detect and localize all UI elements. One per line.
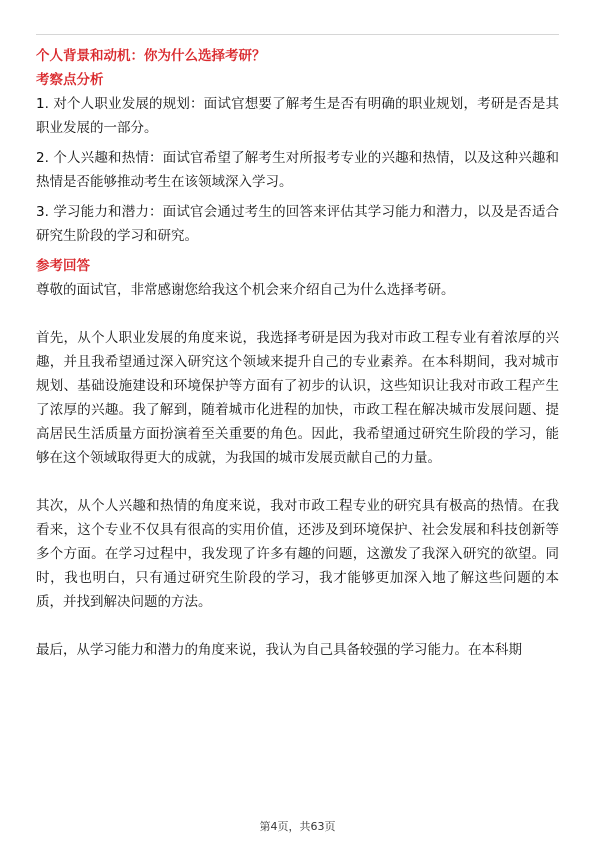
answer-paragraph-second: 其次，从个人兴趣和热情的角度来说，我对市政工程专业的研究具有极高的热情。在我看来，这个专业不仅具有很高的实用价值，还涉及到环境保护、社会发展和科技创新等多个方面。在学习过程中，我发现了许多有趣的问题，这激发了我深入研究的欲望。同时，我也明白，只有通过研究生阶段的学习，我才能够更加深入地了解这些问题的本质，并找到解决问题的方法。 bbox=[36, 498, 559, 610]
answer-paragraph-intro: 尊敬的面试官，非常感谢您给我这个机会来介绍自己为什么选择考研。 bbox=[36, 282, 455, 298]
analysis-item-3: 3. 学习能力和潜力：面试官会通过考生的回答来评估其学习能力和潜力，以及是否适合研究生阶段的学习和研究。 bbox=[36, 204, 559, 244]
answer-paragraph-last: 最后，从学习能力和潜力的角度来说，我认为自己具备较强的学习能力。在本科期 bbox=[36, 642, 522, 658]
analysis-title: 考察点分析 bbox=[36, 72, 104, 88]
analysis-item-2: 2. 个人兴趣和热情：面试官希望了解考生对所报考专业的兴趣和热情，以及这种兴趣和热情是否能够推动考生在该领域深入学习。 bbox=[36, 150, 559, 190]
answer-title: 参考回答 bbox=[36, 258, 90, 274]
analysis-item-1: 1. 对个人职业发展的规划：面试官想要了解考生是否有明确的职业规划，考研是否是其职业发展的一部分。 bbox=[36, 96, 559, 136]
answer-paragraph-first: 首先，从个人职业发展的角度来说，我选择考研是因为我对市政工程专业有着浓厚的兴趣，并且我希望通过深入研究这个领域来提升自己的专业素养。在本科期间，我对城市规划、基础设施建设和环境保护等方面有了初步的认识，这些知识让我对市政工程产生了浓厚的兴趣。我了解到，随着城市化进程的加快，市政工程在解决城市发展问题、提高居民生活质量方面扮演着至关重要的角色。因此，我希望通过研究生阶段的学习，能够在这个领域取得更大的成就，为我国的城市发展贡献自己的力量。 bbox=[36, 330, 559, 466]
header-divider bbox=[36, 34, 559, 35]
page-number: 第4页，共63页 bbox=[259, 820, 336, 833]
question-heading: 个人背景和动机：你为什么选择考研？ bbox=[36, 48, 266, 64]
page-content bbox=[36, 44, 559, 662]
